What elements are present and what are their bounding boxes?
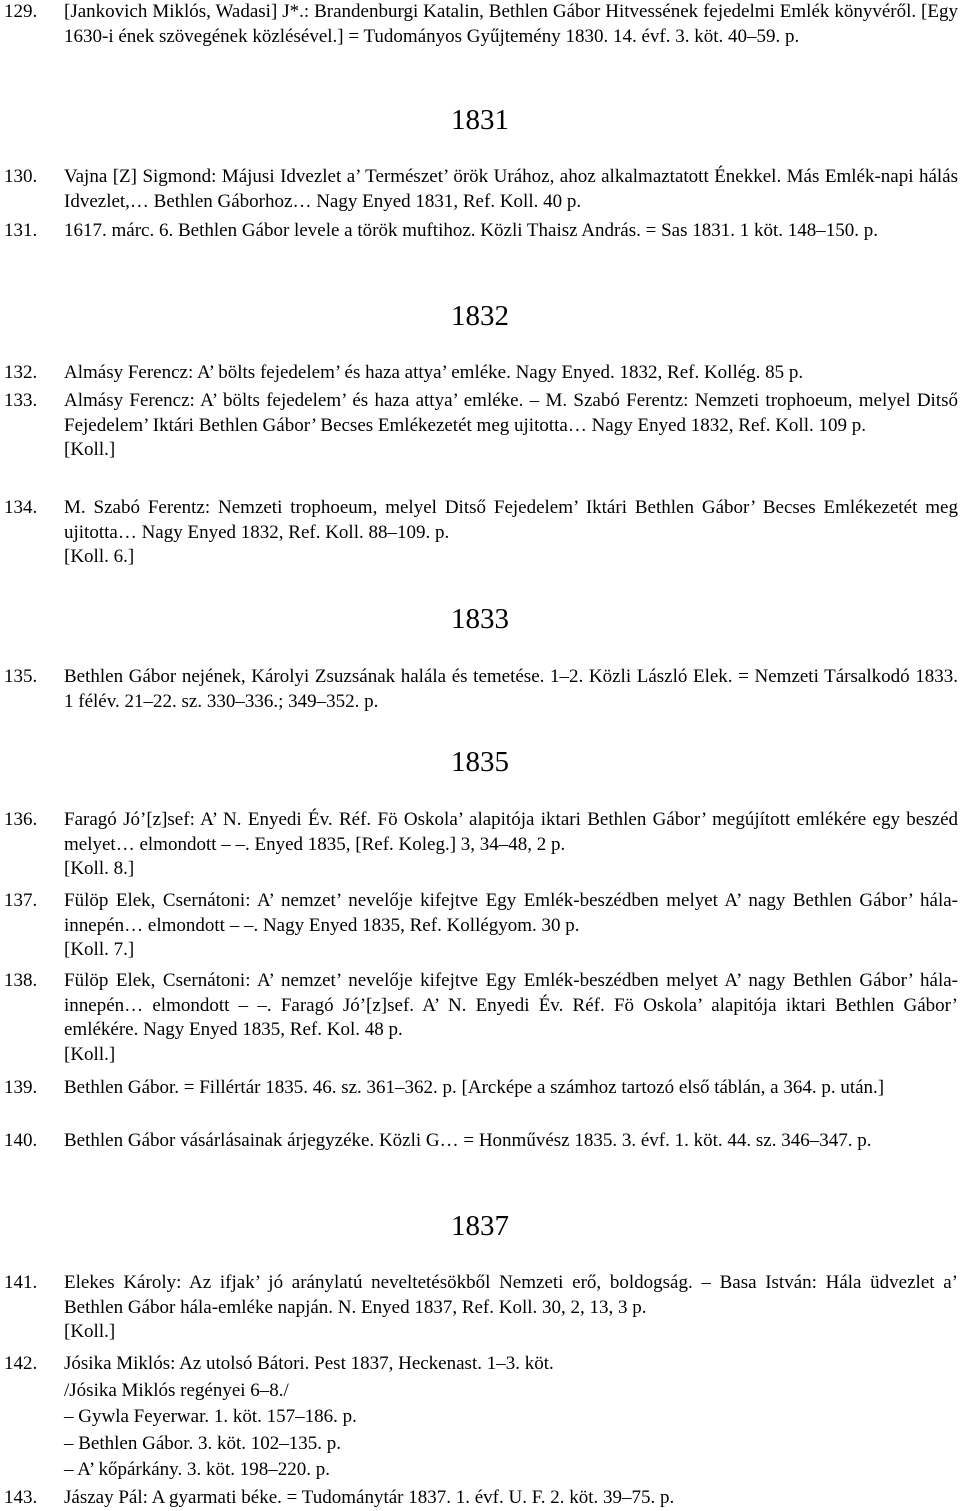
entry-subitem: – Gywla Feyerwar. 1. köt. 157–186. p. — [64, 1406, 357, 1427]
entry-text: Jósika Miklós: Az utolsó Bátori. Pest 1837, Heckenast. 1–3. köt. — [64, 1353, 554, 1374]
entry-text: Faragó Jó’[z]sef: A’ N. Enyedi Év. Réf. Fö Oskola’ alapitója iktari Bethlen Gábor’ megújított emlékére egy beszéd melyet… elmondott – –. Enyed 1835, [Ref. Koleg.] 3, 34–48, 2 p. — [64, 809, 958, 855]
entry-note: [Koll. 6.] — [64, 546, 135, 567]
entry-note: [Koll.] — [64, 1043, 116, 1065]
entry-number: 138. — [4, 970, 38, 991]
entry-note: [Koll. 7.] — [64, 939, 135, 960]
entry-129 — [4, 0, 958, 49]
entry-143 — [4, 1486, 958, 1511]
entry-number: 143. — [4, 1487, 38, 1508]
entry-137 — [4, 889, 958, 963]
entry-text: Bethlen Gábor vásárlásainak árjegyzéke. Közli G… = Honművész 1835. 3. évf. 1. köt. 44. sz. 346–347. p. — [64, 1130, 872, 1151]
entry-text: Fülöp Elek, Csernátoni: A’ nemzet’ nevelője kifejtve Egy Emlék-beszédben melyet A’ nagy Bethlen Gábor’ hála-innepén… elmondott – –. Faragó Jó’[z]sef. A’ N. Enyedi Év. Réf. Fö Oskola’ alapitója iktari Bethlen Gábor’ emlékére. Nagy Enyed 1835, Ref. Kol. 48 p. — [64, 970, 958, 1040]
entry-139 — [4, 1076, 958, 1101]
year-heading-1832: 1832 — [451, 300, 509, 332]
entry-text: Vajna [Z] Sigmond: Májusi Idvezlet a’ Természet’ örök Urához, ahoz alkalmaztatott Énekkel. Más Emlék-napi hálás Idvezlet,… Bethlen Gáborhoz… Nagy Enyed 1831, Ref. Koll. 40 p. — [64, 166, 958, 212]
entry-131 — [4, 219, 958, 244]
entry-134 — [4, 496, 958, 570]
entry-132 — [4, 361, 958, 386]
entry-number: 129. — [4, 1, 38, 22]
entry-number: 132. — [4, 362, 38, 383]
entry-130 — [4, 165, 958, 214]
entry-number: 136. — [4, 809, 38, 830]
entry-text: 1617. márc. 6. Bethlen Gábor levele a török muftihoz. Közli Thaisz András. = Sas 1831. 1 köt. 148–150. p. — [64, 220, 879, 241]
entry-subitem: – Bethlen Gábor. 3. köt. 102–135. p. — [64, 1432, 342, 1454]
entry-number: 137. — [4, 890, 38, 911]
entry-number: 130. — [4, 166, 38, 187]
entry-138 — [4, 969, 958, 1067]
entry-number: 142. — [4, 1353, 38, 1374]
entry-142 — [4, 1352, 958, 1483]
entry-number: 135. — [4, 666, 38, 687]
entry-subitem: – A’ kőpárkány. 3. köt. 198–220. p. — [64, 1459, 330, 1480]
entry-text: Almásy Ferencz: A’ bölts fejedelem’ és haza attya’ emléke. – M. Szabó Ferentz: Nemzeti trophoeum, melyel Ditső Fejedelem’ Iktári Bethlen Gábor’ Becses Emlékezetét meg ujitotta… Nagy Enyed 1832, Ref. Koll. 109 p. — [64, 390, 958, 436]
year-heading-1837: 1837 — [451, 1210, 509, 1242]
entry-note: [Koll. 8.] — [64, 858, 135, 879]
entry-text: Elekes Károly: Az ifjak’ jó aránylatú neveltetésökből Nemzeti erő, boldogság. – Basa István: Hála üdvezlet a’ Bethlen Gábor hála-emléke napján. N. Enyed 1837, Ref. Koll. 30, 2, 13, 3 p. — [64, 1272, 958, 1318]
entry-text: Jászay Pál: A gyarmati béke. = Tudománytár 1837. 1. évf. U. F. 2. köt. 39–75. p. — [64, 1487, 675, 1508]
entry-text: Almásy Ferencz: A’ bölts fejedelem’ és haza attya’ emléke. Nagy Enyed. 1832, Ref. Kollég. 85 p. — [64, 362, 804, 383]
entry-note: [Koll.] — [64, 439, 116, 460]
entry-text: Fülöp Elek, Csernátoni: A’ nemzet’ nevelője kifejtve Egy Emlék-beszédben melyet A’ nagy Bethlen Gábor’ hála-innepén… elmondott – –. Nagy Enyed 1835, Ref. Kollégyom. 30 p. — [64, 890, 958, 936]
entry-text: M. Szabó Ferentz: Nemzeti trophoeum, melyel Ditső Fejedelem’ Iktári Bethlen Gábor’ Becses Emlékezetét meg ujitotta… Nagy Enyed 1832, Ref. Koll. 88–109. p. — [64, 497, 958, 543]
year-heading-1835: 1835 — [451, 746, 509, 778]
entry-series: /Jósika Miklós regényei 6–8./ — [64, 1379, 289, 1401]
year-heading-1833: 1833 — [451, 603, 509, 635]
entry-number: 140. — [4, 1130, 38, 1151]
entry-136 — [4, 808, 958, 882]
entry-number: 139. — [4, 1077, 38, 1098]
year-heading-1831: 1831 — [451, 104, 509, 136]
entry-number: 131. — [4, 220, 38, 241]
entry-number: 133. — [4, 390, 38, 411]
entry-text: Bethlen Gábor. = Fillértár 1835. 46. sz. 361–362. p. [Arcképe a számhoz tartozó első táblán, a 364. p. után.] — [64, 1077, 885, 1098]
entry-number: 134. — [4, 497, 38, 518]
entry-141 — [4, 1271, 958, 1345]
entry-text: [Jankovich Miklós, Wadasi] J*.: Brandenburgi Katalin, Bethlen Gábor Hitvessének fejedelmi Emlék könyvéről. [Egy 1630-i ének szövegének közlésével.] = Tudományos Gyűjtemény 1830. 14. évf. 3. köt. 40–59. p. — [64, 1, 958, 47]
entry-note: [Koll.] — [64, 1321, 116, 1342]
entry-135 — [4, 665, 958, 714]
entry-text: Bethlen Gábor nejének, Károlyi Zsuzsának halála és temetése. 1–2. Közli László Elek. = Nemzeti Társalkodó 1833. 1 félév. 21–22. sz. 330–336.; 349–352. p. — [64, 666, 958, 712]
entry-number: 141. — [4, 1272, 38, 1293]
entry-140 — [4, 1129, 958, 1154]
entry-133 — [4, 389, 958, 463]
